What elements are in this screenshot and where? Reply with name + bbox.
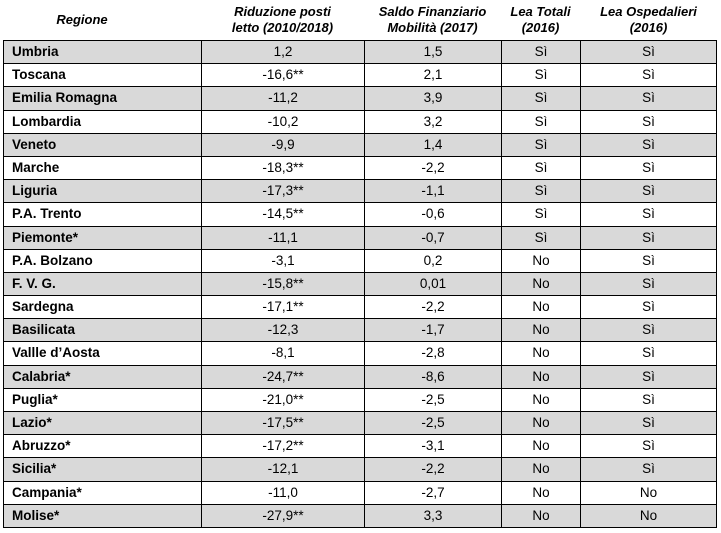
cell-lea-totali: No [501, 273, 580, 295]
cell-lea-totali: Sì [501, 180, 580, 202]
cell-saldo: 1,5 [364, 41, 501, 63]
table-row [3, 64, 717, 87]
cell-lea-totali: No [501, 389, 580, 411]
cell-lea-totali: Sì [501, 87, 580, 109]
table-row [3, 412, 717, 435]
cell-regione: Abruzzo* [3, 435, 201, 457]
cell-lea-totali: No [501, 412, 580, 434]
cell-lea-totali: Sì [501, 203, 580, 225]
cell-saldo: -2,2 [364, 296, 501, 318]
cell-regione: Vallle d’Aosta [3, 342, 201, 364]
cell-saldo: 0,01 [364, 273, 501, 295]
cell-lea-ospedalieri: Sì [580, 87, 717, 109]
cell-lea-totali: No [501, 296, 580, 318]
cell-riduzione: -17,3** [201, 180, 364, 202]
cell-lea-totali: Sì [501, 64, 580, 86]
cell-regione: Umbria [3, 41, 201, 63]
regions-table [3, 0, 717, 528]
cell-riduzione: -12,3 [201, 319, 364, 341]
cell-lea-totali: Sì [501, 227, 580, 249]
table-row [3, 342, 717, 365]
cell-lea-ospedalieri: No [580, 505, 717, 527]
cell-regione: Veneto [3, 134, 201, 156]
header-lea-totali: Lea Totali (2016) [510, 4, 571, 35]
cell-lea-ospedalieri: Sì [580, 319, 717, 341]
table-row [3, 87, 717, 110]
cell-saldo: 3,9 [364, 87, 501, 109]
cell-lea-ospedalieri: Sì [580, 366, 717, 388]
cell-regione: Sardegna [3, 296, 201, 318]
cell-saldo: -2,7 [364, 482, 501, 504]
cell-lea-ospedalieri: Sì [580, 64, 717, 86]
cell-regione: Basilicata [3, 319, 201, 341]
cell-regione: Lombardia [3, 111, 201, 133]
cell-riduzione: -10,2 [201, 111, 364, 133]
cell-lea-ospedalieri: No [580, 482, 717, 504]
cell-lea-totali: Sì [501, 157, 580, 179]
cell-lea-totali: Sì [501, 111, 580, 133]
table-row [3, 435, 717, 458]
cell-lea-ospedalieri: Sì [580, 458, 717, 480]
table-row [3, 366, 717, 389]
header-saldo-finanziario: Saldo Finanziario Mobilità (2017) [378, 4, 487, 35]
cell-lea-totali: Sì [501, 134, 580, 156]
table-row [3, 319, 717, 342]
cell-saldo: -0,6 [364, 203, 501, 225]
cell-riduzione: -9,9 [201, 134, 364, 156]
cell-riduzione: -27,9** [201, 505, 364, 527]
cell-regione: Campania* [3, 482, 201, 504]
cell-lea-totali: No [501, 505, 580, 527]
cell-riduzione: -21,0** [201, 389, 364, 411]
cell-saldo: -2,5 [364, 389, 501, 411]
cell-saldo: -3,1 [364, 435, 501, 457]
table-row [3, 250, 717, 273]
table-row [3, 296, 717, 319]
cell-regione: Lazio* [3, 412, 201, 434]
header-regione: Regione [56, 12, 108, 27]
cell-lea-totali: No [501, 250, 580, 272]
cell-lea-totali: No [501, 366, 580, 388]
cell-lea-ospedalieri: Sì [580, 180, 717, 202]
cell-lea-totali: No [501, 482, 580, 504]
table-row [3, 458, 717, 481]
cell-regione: Emilia Romagna [3, 87, 201, 109]
cell-regione: Molise* [3, 505, 201, 527]
cell-regione: Toscana [3, 64, 201, 86]
cell-saldo: -0,7 [364, 227, 501, 249]
cell-lea-totali: No [501, 435, 580, 457]
cell-lea-ospedalieri: Sì [580, 111, 717, 133]
cell-lea-ospedalieri: Sì [580, 296, 717, 318]
cell-riduzione: -15,8** [201, 273, 364, 295]
cell-riduzione: -17,5** [201, 412, 364, 434]
cell-riduzione: -11,2 [201, 87, 364, 109]
cell-lea-totali: No [501, 342, 580, 364]
table-row [3, 134, 717, 157]
cell-riduzione: -24,7** [201, 366, 364, 388]
cell-lea-ospedalieri: Sì [580, 41, 717, 63]
cell-regione: P.A. Bolzano [3, 250, 201, 272]
cell-lea-ospedalieri: Sì [580, 203, 717, 225]
cell-lea-ospedalieri: Sì [580, 134, 717, 156]
cell-regione: Liguria [3, 180, 201, 202]
cell-regione: Calabria* [3, 366, 201, 388]
cell-riduzione: -18,3** [201, 157, 364, 179]
table-row [3, 273, 717, 296]
table-row [3, 203, 717, 226]
cell-lea-totali: No [501, 319, 580, 341]
cell-lea-ospedalieri: Sì [580, 250, 717, 272]
cell-lea-ospedalieri: Sì [580, 157, 717, 179]
cell-lea-ospedalieri: Sì [580, 435, 717, 457]
header-riduzione-posti-letto: Riduzione posti letto (2010/2018) [231, 4, 334, 35]
cell-saldo: -2,5 [364, 412, 501, 434]
table-row [3, 180, 717, 203]
cell-lea-ospedalieri: Sì [580, 227, 717, 249]
cell-saldo: 0,2 [364, 250, 501, 272]
cell-saldo: -2,8 [364, 342, 501, 364]
cell-saldo: 3,3 [364, 505, 501, 527]
cell-regione: P.A. Trento [3, 203, 201, 225]
cell-lea-ospedalieri: Sì [580, 389, 717, 411]
cell-lea-totali: No [501, 458, 580, 480]
cell-lea-ospedalieri: Sì [580, 273, 717, 295]
cell-regione: Piemonte* [3, 227, 201, 249]
header-lea-ospedalieri: Lea Ospedalieri (2016) [600, 4, 697, 35]
cell-saldo: -1,1 [364, 180, 501, 202]
table-row [3, 41, 717, 64]
cell-lea-ospedalieri: Sì [580, 412, 717, 434]
cell-riduzione: -16,6** [201, 64, 364, 86]
table-body [3, 40, 717, 528]
cell-riduzione: -11,1 [201, 227, 364, 249]
cell-riduzione: -11,0 [201, 482, 364, 504]
cell-riduzione: -12,1 [201, 458, 364, 480]
table-row [3, 157, 717, 180]
cell-riduzione: -17,1** [201, 296, 364, 318]
table-header [3, 0, 717, 40]
cell-saldo: -1,7 [364, 319, 501, 341]
cell-saldo: 3,2 [364, 111, 501, 133]
table-row [3, 482, 717, 505]
cell-riduzione: -14,5** [201, 203, 364, 225]
cell-lea-totali: Sì [501, 41, 580, 63]
table-row [3, 227, 717, 250]
cell-saldo: 1,4 [364, 134, 501, 156]
cell-riduzione: 1,2 [201, 41, 364, 63]
table-row [3, 389, 717, 412]
table-row [3, 111, 717, 134]
cell-regione: Marche [3, 157, 201, 179]
table-row [3, 505, 717, 528]
cell-saldo: 2,1 [364, 64, 501, 86]
cell-saldo: -2,2 [364, 458, 501, 480]
cell-riduzione: -17,2** [201, 435, 364, 457]
cell-riduzione: -3,1 [201, 250, 364, 272]
cell-regione: Sicilia* [3, 458, 201, 480]
cell-saldo: -2,2 [364, 157, 501, 179]
cell-regione: F. V. G. [3, 273, 201, 295]
cell-regione: Puglia* [3, 389, 201, 411]
cell-lea-ospedalieri: Sì [580, 342, 717, 364]
cell-riduzione: -8,1 [201, 342, 364, 364]
cell-saldo: -8,6 [364, 366, 501, 388]
